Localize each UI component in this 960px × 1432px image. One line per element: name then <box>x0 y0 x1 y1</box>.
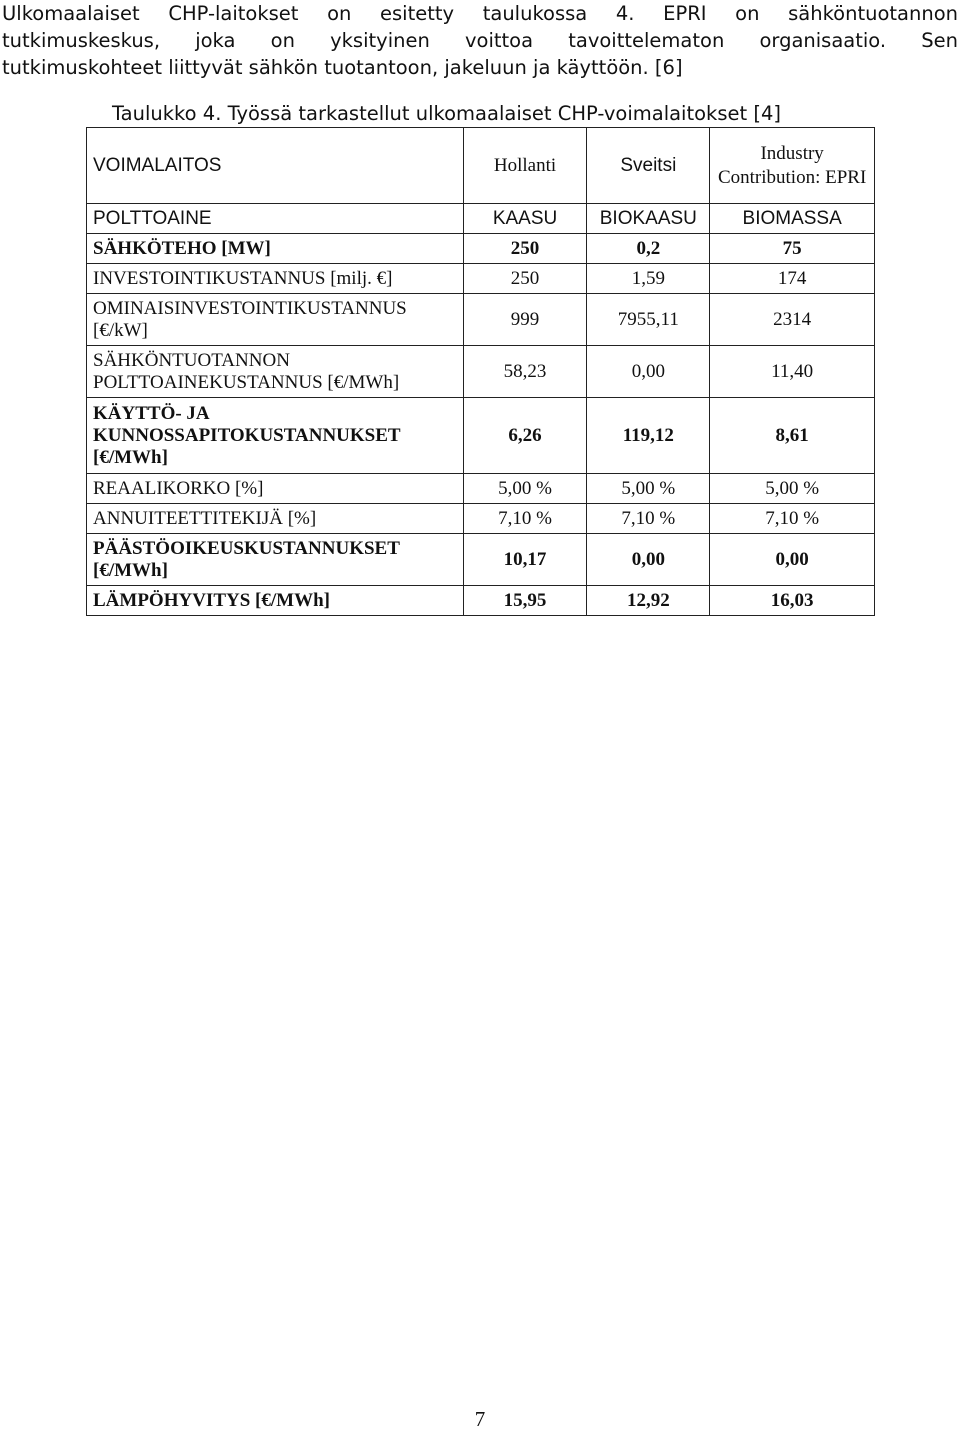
table-cell: 5,00 % <box>463 474 587 504</box>
chp-plants-table <box>86 127 875 616</box>
table-cell: 5,00 % <box>710 474 875 504</box>
row-label: OMINAISINVESTOINTIKUSTANNUS [€/kW] <box>87 294 464 346</box>
table-row <box>87 474 875 504</box>
table-cell: 10,17 <box>463 534 587 586</box>
paragraph-line: Ulkomaalaiset CHP-laitokset on esitetty taulukossa 4. EPRI on sähköntuotannon <box>2 2 958 25</box>
table-cell: 250 <box>463 234 587 264</box>
table-cell: 999 <box>463 294 587 346</box>
table-cell: 15,95 <box>463 586 587 616</box>
table-cell: 0,00 <box>587 534 710 586</box>
table-cell: 58,23 <box>463 346 587 398</box>
header-cell: Hollanti <box>463 128 587 204</box>
row-label: PÄÄSTÖOIKEUSKUSTANNUKSET [€/MWh] <box>87 534 464 586</box>
table-cell: 7,10 % <box>463 504 587 534</box>
row-label: ANNUITEETTITEKIJÄ [%] <box>87 504 464 534</box>
table-cell: BIOMASSA <box>710 204 875 234</box>
body-paragraph <box>2 0 958 81</box>
table-cell: 8,61 <box>710 398 875 474</box>
row-label: SÄHKÖNTUOTANNON POLTTOAINEKUSTANNUS [€/MWh] <box>87 346 464 398</box>
table-row <box>87 586 875 616</box>
table-row <box>87 534 875 586</box>
table-row <box>87 398 875 474</box>
page-number: 7 <box>474 1407 486 1431</box>
table-caption: Taulukko 4. Työssä tarkastellut ulkomaalaiset CHP-voimalaitokset [4] <box>112 102 781 125</box>
header-cell: Sveitsi <box>587 128 710 204</box>
table-cell: 12,92 <box>587 586 710 616</box>
table-cell: 75 <box>710 234 875 264</box>
table-cell: 0,00 <box>587 346 710 398</box>
table-row <box>87 346 875 398</box>
paragraph-line: tutkimuskeskus, joka on yksityinen voittoa tavoittelematon organisaatio. Sen <box>2 29 958 52</box>
row-label: KÄYTTÖ- JA KUNNOSSAPITOKUSTANNUKSET [€/MWh] <box>87 398 464 474</box>
table-cell: 174 <box>710 264 875 294</box>
row-label: SÄHKÖTEHO [MW] <box>87 234 464 264</box>
paragraph-line: tutkimuskohteet liittyvät sähkön tuotantoon, jakeluun ja käyttöön. [6] <box>2 56 683 79</box>
table-row <box>87 504 875 534</box>
table-cell: 119,12 <box>587 398 710 474</box>
row-label: POLTTOAINE <box>87 204 464 234</box>
table-row <box>87 264 875 294</box>
table-cell: 7955,11 <box>587 294 710 346</box>
table-cell: 11,40 <box>710 346 875 398</box>
table-row <box>87 204 875 234</box>
header-cell: VOIMALAITOS <box>87 128 464 204</box>
table-cell: 250 <box>463 264 587 294</box>
table-cell: 7,10 % <box>710 504 875 534</box>
table-cell: 0,2 <box>587 234 710 264</box>
table-cell: 2314 <box>710 294 875 346</box>
table-cell: 7,10 % <box>587 504 710 534</box>
row-label: REAALIKORKO [%] <box>87 474 464 504</box>
table-cell: 16,03 <box>710 586 875 616</box>
table-row <box>87 234 875 264</box>
table-cell: 5,00 % <box>587 474 710 504</box>
row-label: INVESTOINTIKUSTANNUS [milj. €] <box>87 264 464 294</box>
table-row <box>87 294 875 346</box>
table-cell: 0,00 <box>710 534 875 586</box>
table-cell: BIOKAASU <box>587 204 710 234</box>
row-label: LÄMPÖHYVITYS [€/MWh] <box>87 586 464 616</box>
table-header-row <box>87 128 875 204</box>
header-cell: Industry Contribution: EPRI <box>710 128 875 204</box>
table-cell: 1,59 <box>587 264 710 294</box>
table-cell: 6,26 <box>463 398 587 474</box>
table-cell: KAASU <box>463 204 587 234</box>
